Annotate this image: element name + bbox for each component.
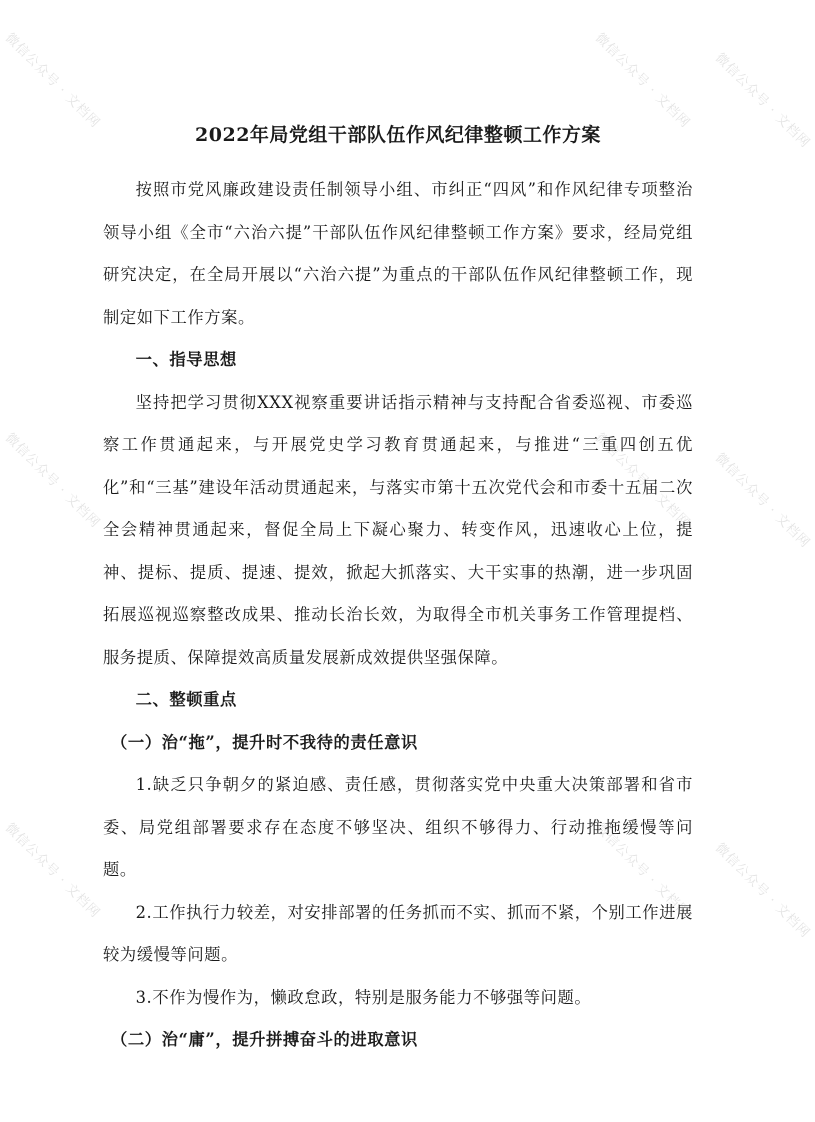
- watermark: 微信公众号 · 文档网: [1, 430, 103, 532]
- watermark: 微信公众号 · 文档网: [711, 450, 813, 552]
- list-item: 1.缺乏只争朝夕的紧迫感、责任感，贯彻落实党中央重大决策部署和省市委、局党组部署要求存在态度不够坚决、组织不够得力、行动推拖缓慢等问题。: [103, 775, 693, 879]
- guiding-ideology-paragraph: 坚持把学习贯彻XXX视察重要讲话指示精神与支持配合省委巡视、市委巡察工作贯通起来，与开展党史学习教育贯通起来，与推进“三重四创五优化”和“三基”建设年活动贯通起来，与落实市第十五次党代会和市委十五届二次全会精神贯通起来，督促全局上下凝心聚力、转变作风，迅速收心上位，提神、提标、提质、提速、提效，掀起大抓落实、大干实事的热潮，进一步巩固拓展巡视巡察整改成果、推动长治长效，为取得全市机关事务工作管理提档、服务提质、保障提效高质量发展新成效提供坚强保障。: [103, 392, 693, 667]
- list-item: 3.不作为慢作为，懒政怠政，特别是服务能力不够强等问题。: [135, 987, 592, 1007]
- watermark: 微信公众号 · 文档网: [591, 820, 693, 922]
- watermark: 微信公众号 · 文档网: [1, 30, 103, 132]
- watermark: 微信公众号 · 文档网: [591, 430, 693, 532]
- watermark: 微信公众号 · 文档网: [591, 30, 693, 132]
- list-item: 2.工作执行力较差，对安排部署的任务抓而不实、抓而不紧，个别工作进展较为缓慢等问题。: [103, 902, 693, 964]
- subsection-heading-delay: （一）治“拖”，提升时不我待的责任意识: [111, 732, 418, 752]
- document-page: [103, 120, 693, 1062]
- section-heading-guiding-ideology: 一、指导思想: [135, 350, 237, 369]
- watermark: 微信公众号 · 文档网: [1, 820, 103, 922]
- intro-paragraph: 按照市党风廉政建设责任制领导小组、市纠正“四风”和作风纪律专项整治领导小组《全市“六治六提”干部队伍作风纪律整顿工作方案》要求，经局党组研究决定，在全局开展以“六治六提”为重点的干部队伍作风纪律整顿工作，现制定如下工作方案。: [103, 180, 693, 327]
- subsection-heading-mediocrity: （二）治“庸”，提升拼搏奋斗的进取意识: [111, 1030, 418, 1049]
- document-title: 2022年局党组干部队伍作风纪律整顿工作方案: [195, 124, 601, 146]
- section-heading-rectification-focus: 二、整顿重点: [135, 690, 237, 709]
- watermark: 微信公众号 · 文档网: [711, 50, 813, 152]
- watermark: 微信公众号 · 文档网: [711, 840, 813, 942]
